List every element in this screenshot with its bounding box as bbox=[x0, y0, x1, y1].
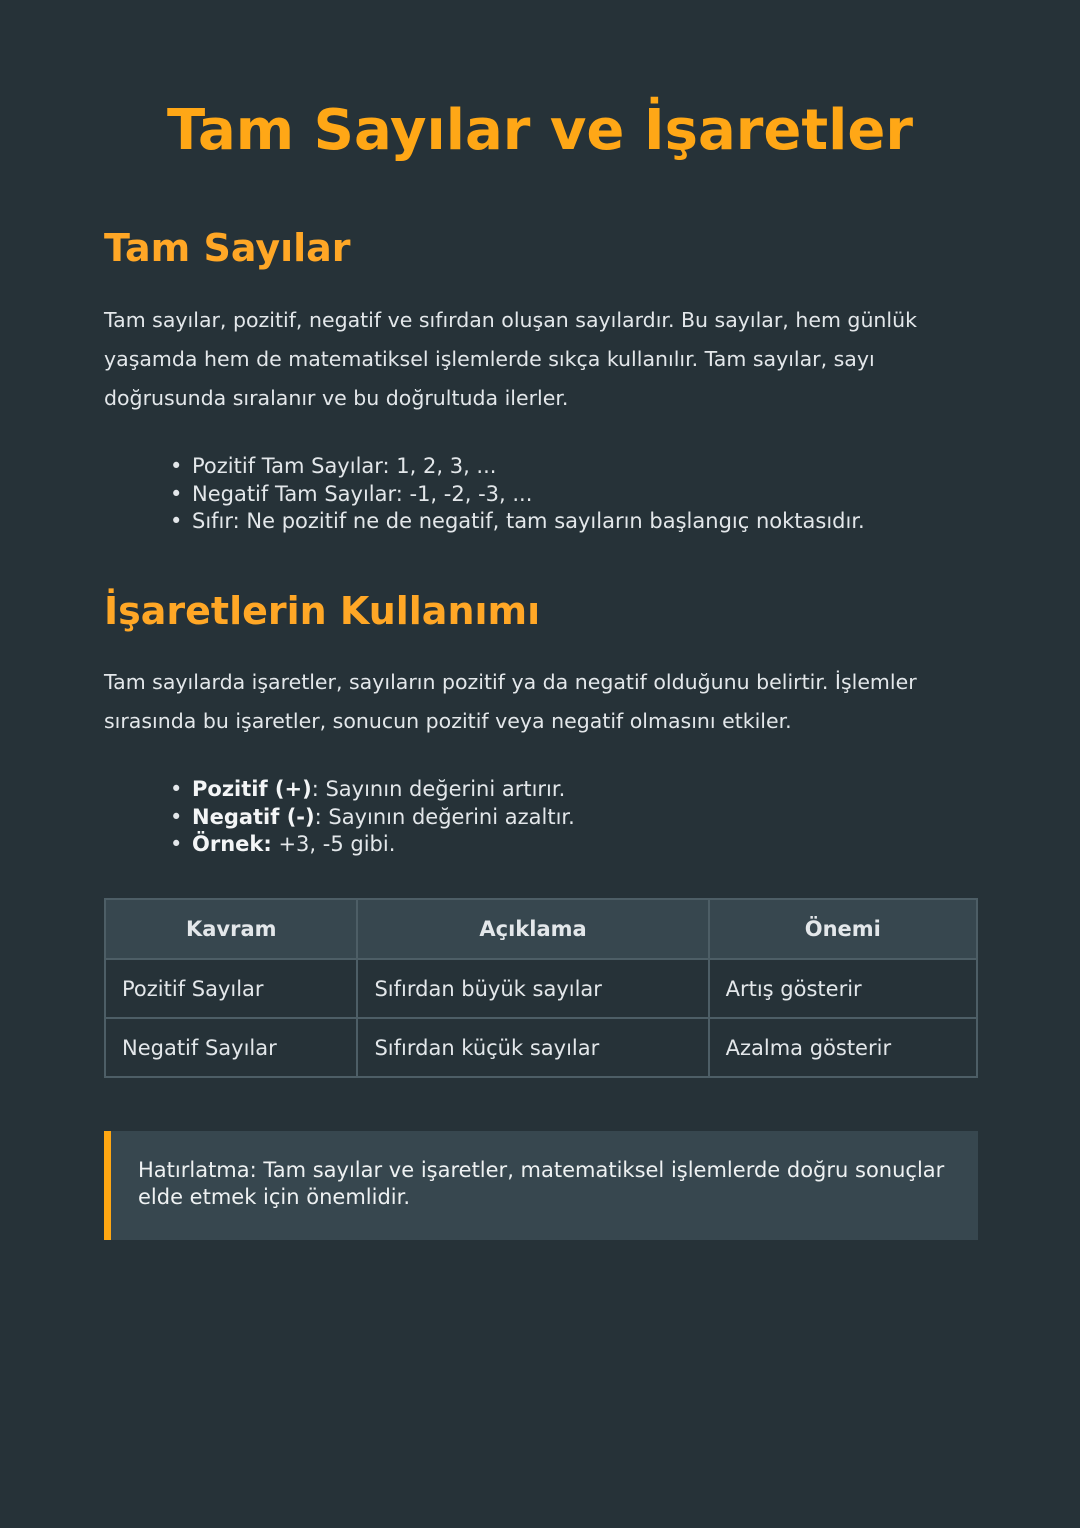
table-header-cell: Kavram bbox=[105, 899, 357, 959]
table-cell: Azalma gösterir bbox=[709, 1018, 977, 1077]
table-cell: Pozitif Sayılar bbox=[105, 959, 357, 1018]
section-paragraph-tam-sayilar: Tam sayılar, pozitif, negatif ve sıfırdan oluşan sayılardır. Bu sayılar, hem günlük yaşamda hem de matematiksel işlemlerde sıkça kullanılır. Tam sayılar, sayı doğrusunda sıralanır ve bu doğrultuda ilerler. bbox=[104, 308, 917, 410]
table-cell: Negatif Sayılar bbox=[105, 1018, 357, 1077]
bullet-term: Örnek: bbox=[192, 832, 272, 856]
table-cell: Sıfırdan küçük sayılar bbox=[357, 1018, 708, 1077]
list-item: • Pozitif Tam Sayılar: 1, 2, 3, ... bbox=[192, 453, 865, 481]
table-cell: Artış gösterir bbox=[709, 959, 977, 1018]
table-header-row bbox=[105, 899, 977, 959]
section-paragraph-isaretler: Tam sayılarda işaretler, sayıların pozitif ya da negatif olduğunu belirtir. İşlemler sırasında bu işaretler, sonucun pozitif veya negatif olmasını etkiler. bbox=[104, 670, 917, 733]
list-item: • Sıfır: Ne pozitif ne de negatif, tam sayıların başlangıç noktasıdır. bbox=[192, 508, 865, 536]
table-cell: Sıfırdan büyük sayılar bbox=[357, 959, 708, 1018]
bullet-icon: • bbox=[170, 481, 183, 506]
bullet-term: Negatif (-) bbox=[192, 804, 315, 829]
bullet-list-isaretler bbox=[170, 776, 575, 859]
section-heading-isaretlerin-kullanimi: İşaretlerin Kullanımı bbox=[104, 589, 541, 633]
bullet-text: +3, -5 gibi. bbox=[271, 832, 396, 856]
section-heading-tam-sayilar: Tam Sayılar bbox=[104, 226, 351, 270]
table-row bbox=[105, 959, 977, 1018]
bullet-text: : Sayının değerini artırır. bbox=[311, 777, 566, 801]
table-row bbox=[105, 1018, 977, 1077]
concept-table bbox=[104, 898, 978, 1078]
list-item bbox=[170, 831, 575, 859]
bullet-icon: • bbox=[170, 804, 183, 829]
list-item bbox=[170, 804, 575, 832]
bullet-text: : Sayının değerini azaltır. bbox=[314, 804, 575, 829]
bullet-icon: • bbox=[170, 832, 183, 856]
list-item: • Negatif Tam Sayılar: -1, -2, -3, ... bbox=[192, 481, 865, 509]
reminder-callout: Hatırlatma: Tam sayılar ve işaretler, matematiksel işlemlerde doğru sonuçlar elde etmek için önemlidir. bbox=[104, 1131, 978, 1240]
bullet-term: Pozitif (+) bbox=[192, 777, 312, 801]
bullet-icon: • bbox=[170, 454, 183, 478]
bullet-icon: • bbox=[170, 777, 183, 801]
page-title: Tam Sayılar ve İşaretler bbox=[167, 98, 913, 163]
table-header-cell: Açıklama bbox=[357, 899, 708, 959]
list-item bbox=[170, 776, 575, 804]
bullet-icon: • bbox=[170, 509, 183, 533]
table-header-cell: Önemi bbox=[709, 899, 977, 959]
bullet-list-tam-sayilar bbox=[170, 453, 865, 536]
